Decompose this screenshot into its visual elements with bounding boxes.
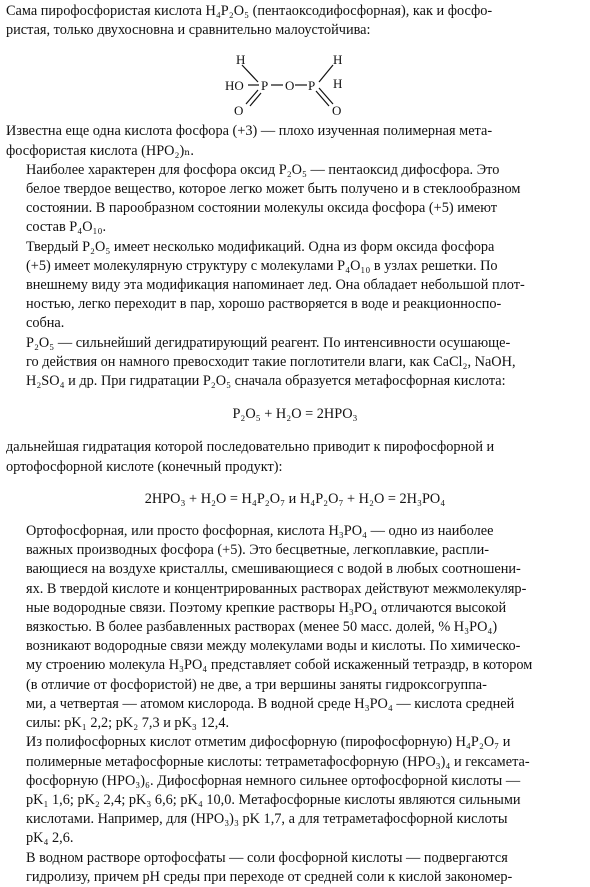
- text-line: ностью, легко переходит в пар, хорошо растворяется в воде и реакционноспо-: [26, 296, 502, 313]
- atom-h-right-mid: H: [333, 76, 343, 92]
- text-line: ные водородные связи. Поэтому крепкие растворы H₃PO₄ отличаются высокой: [26, 599, 507, 616]
- text-line: Наиболее характерен для фосфора оксид P₂O₅ — пентаоксид дифосфора. Это: [26, 161, 500, 178]
- paragraph-polyphosphoric: [6, 733, 584, 848]
- atom-p-left: P: [261, 78, 269, 94]
- text-line: ми, а четвертая — атомом кислорода. В водной среде H₃PO₄ — кислота средней: [26, 695, 515, 712]
- structure-diagram: [6, 40, 584, 122]
- paragraph-hydrolysis: [6, 849, 584, 887]
- text-line: Твердый P₂O₅ имеет несколько модификаций. Одна из форм оксида фосфора: [26, 238, 495, 255]
- paragraph-metaphosphorous: [6, 122, 584, 160]
- text-line: состав P₄O₁₀.: [26, 219, 107, 236]
- paragraph-further-hydration: [6, 438, 584, 476]
- text-line: H₂SO₄ и др. При гидратации P₂O₅ сначала образуется метафосфорная кислота:: [26, 373, 506, 390]
- text-line: (+5) имеет молекулярную структуру с молекулами P₄O₁₀ в узлах решетки. По: [26, 257, 498, 274]
- text-line: ристая, только двухосновна и сравнительно малоустойчива:: [6, 22, 371, 39]
- text-line: полимерные метафосфорные кислоты: тетраметафосфорную (HPO₃)₄ и гексамета-: [26, 753, 530, 770]
- paragraph-intro: [6, 2, 584, 40]
- paragraph-dehydrating: [6, 334, 584, 392]
- text-line: му строению молекула H₃PO₄ представляет собой искаженный тетраэдр, в котором: [26, 657, 533, 674]
- text-line: вающиеся на воздухе кристаллы, смешивающиеся с водой в любых соотношени-: [26, 561, 521, 578]
- text-line: pK₄ 2,6.: [26, 830, 74, 847]
- paragraph-orthophosphoric: [6, 522, 584, 733]
- text-line: белое твердое вещество, которое легко может быть получено и в стеклообразном: [26, 181, 521, 198]
- text-line: состоянии. В парообразном состоянии молекулы оксида фосфора (+5) имеют: [26, 200, 498, 217]
- text-line: фосфорную (HPO₃)₆. Дифосфорная немного сильнее ортофосфорной кислоты —: [26, 772, 521, 789]
- text-line: внешнему виду эта модификация напоминает лед. Она обладает небольшой плот-: [26, 277, 525, 294]
- paragraph-modifications: [6, 238, 584, 334]
- text-line: В водном растворе ортофосфаты — соли фосфорной кислоты — подвергаются: [26, 849, 508, 866]
- text-line: Ортофосфорная, или просто фосфорная, кислота H₃PO₄ — одно из наиболее: [26, 523, 494, 540]
- formula-hydration-2: 2HPO₃ + H₂O = H₄P₂O₇ и H₄P₂O₇ + H₂O = 2H₃PO₄: [144, 490, 446, 507]
- text-line: гидролизу, причем pH среды при переходе от средней соли к кислой закономер-: [26, 868, 513, 885]
- text-line: фосфористая кислота (HPO₂)ₙ.: [6, 142, 195, 159]
- text-line: возникают водородные связи между молекулами воды и кислоты. По химическо-: [26, 638, 521, 655]
- atom-h-left: H: [236, 52, 246, 68]
- text-line: кислотами. Например, для (HPO₃)₃ pK 1,7, а для тетраметафосфорной кислоты: [26, 811, 508, 828]
- atom-p-right: P: [308, 78, 316, 94]
- atom-ho-left: HO: [225, 78, 244, 94]
- text-line: дальнейшая гидратация которой последовательно приводит к пирофосфорной и: [6, 439, 495, 456]
- text-line: силы: pK₁ 2,2; pK₂ 7,3 и pK₃ 12,4.: [26, 715, 230, 732]
- atom-o-left: O: [234, 103, 244, 119]
- text-line: P₂O₅ — сильнейший дегидратирующий реагент. По интенсивности осушающе-: [26, 334, 511, 351]
- text-line: Известна еще одна кислота фосфора (+3) — плохо изученная полимерная мета-: [6, 123, 493, 140]
- atom-o-bridge: O: [285, 78, 295, 94]
- text-line: вязкостью. В более разбавленных растворах (менее 50 масс. долей, % H₃PO₄): [26, 619, 498, 636]
- text-line: го действия он намного превосходит такие поглотители влаги, как CaCl₂, NaOH,: [26, 353, 516, 370]
- atom-h-right-top: H: [333, 52, 343, 68]
- text-line: Сама пирофосфористая кислота H₄P₂O₅ (пентаоксодифосфорная), как и фосфо-: [6, 3, 493, 19]
- atom-o-right: O: [332, 103, 342, 119]
- text-line: ортофосфорной кислоте (конечный продукт):: [6, 458, 283, 475]
- text-line: ях. В твердой кислоте и концентрированных растворах действуют межмолекуляр-: [26, 580, 527, 597]
- text-line: pK₁ 1,6; pK₂ 2,4; pK₃ 6,6; pK₄ 10,0. Метафосфорные кислоты являются сильными: [26, 791, 521, 808]
- formula-hydration-1: P₂O₅ + H₂O = 2HPO₃: [232, 406, 358, 423]
- text-line: (в отличие от фосфористой) не две, а три вершины заняты гидроксогруппа-: [26, 676, 487, 693]
- text-line: собна.: [26, 315, 65, 332]
- text-line: Из полифосфорных кислот отметим дифосфорную (пирофосфорную) H₄P₂O₇ и: [26, 734, 511, 751]
- pyrophosphorous-acid-structure: [6, 40, 584, 122]
- paragraph-p2o5: [6, 161, 584, 238]
- text-line: важных производных фосфора (+5). Это бесцветные, легкоплавкие, распли-: [26, 542, 490, 559]
